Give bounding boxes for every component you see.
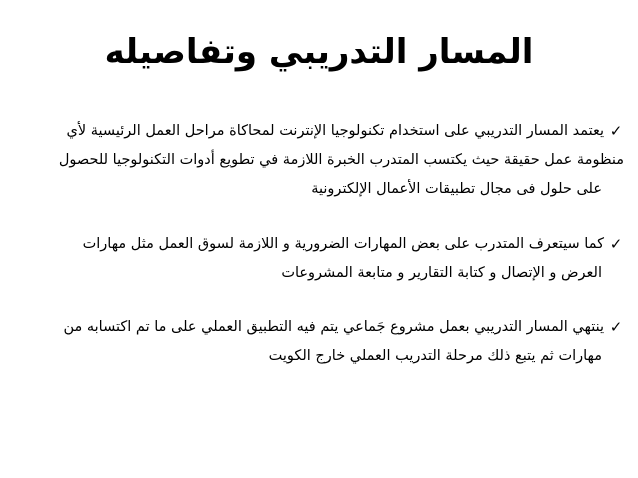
checkmark-icon: ✓ bbox=[609, 318, 623, 336]
bullet-line: منظومة عمل حقيقة حيث يكتسب المتدرب الخبرة اللازمة في تطويع أدوات التكنولوجيا للحصول bbox=[58, 152, 624, 168]
bullet-line: العرض و الإتصال و كتابة التقارير و متابعة المشروعات bbox=[281, 265, 602, 281]
bullet-line: كما سيتعرف المتدرب على بعض المهارات الضرورية و اللازمة لسوق العمل مثل مهارات bbox=[82, 236, 604, 252]
bullet-line: مهارات ثم يتبع ذلك مرحلة التدريب العملي خارج الكويت bbox=[268, 348, 602, 364]
bullet-item bbox=[28, 117, 624, 204]
bullet-line: ينتهي المسار التدريبي بعمل مشروع جَماعي يتم فيه التطبيق العملي على ما تم اكتسابه من bbox=[63, 319, 604, 335]
checkmark-icon: ✓ bbox=[609, 235, 623, 253]
slide-title: المسار التدريبي وتفاصيله bbox=[104, 32, 534, 72]
bullet-line: على حلول فى مجال تطبيقات الأعمال الإلكترونية bbox=[311, 181, 602, 197]
bullet-item bbox=[28, 313, 624, 371]
bullet-line: يعتمد المسار التدريبي على استخدام تكنولوجيا الإنترنت لمحاكاة مراحل العمل الرئيسية لأي bbox=[66, 123, 604, 139]
checkmark-icon: ✓ bbox=[609, 122, 623, 140]
bullet-item bbox=[28, 230, 624, 288]
